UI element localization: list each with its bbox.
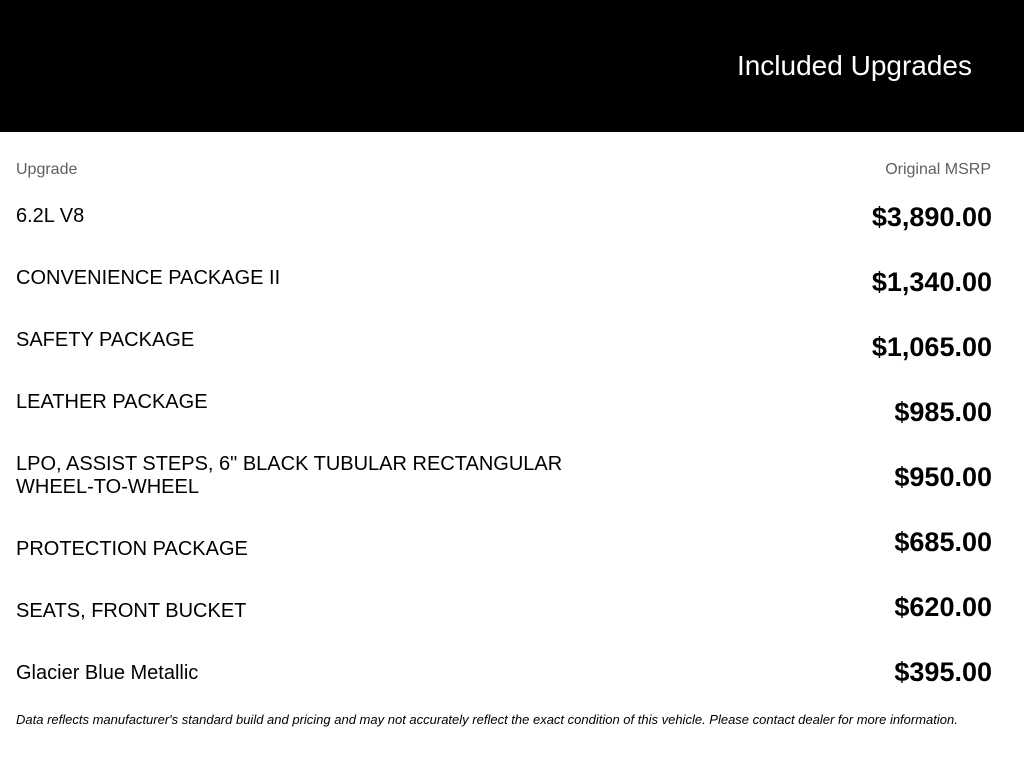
upgrade-price: $620.00 bbox=[894, 592, 992, 622]
upgrade-name: Glacier Blue Metallic bbox=[16, 662, 199, 684]
upgrade-price: $3,890.00 bbox=[871, 202, 992, 232]
header-bar bbox=[0, 0, 1024, 132]
disclaimer-text: Data reflects manufacturer's standard build and pricing and may not accurately reflect the exact condition of this vehicle. Please contact dealer for more information. bbox=[16, 712, 958, 727]
upgrade-price: $1,065.00 bbox=[871, 332, 992, 362]
page-title: Included Upgrades bbox=[736, 50, 972, 81]
upgrade-price: $395.00 bbox=[894, 657, 992, 687]
upgrade-price: $1,340.00 bbox=[871, 267, 992, 297]
upgrade-price: $985.00 bbox=[894, 397, 992, 427]
column-header-upgrade: Upgrade bbox=[16, 161, 78, 178]
upgrade-name: 6.2L V8 bbox=[16, 205, 85, 227]
column-header-msrp: Original MSRP bbox=[885, 161, 991, 178]
upgrade-name: CONVENIENCE PACKAGE II bbox=[16, 267, 281, 289]
upgrade-name: SAFETY PACKAGE bbox=[16, 329, 195, 351]
upgrade-price: $685.00 bbox=[894, 527, 992, 557]
upgrade-name: LEATHER PACKAGE bbox=[16, 391, 208, 413]
upgrade-name: LPO, ASSIST STEPS, 6" BLACK TUBULAR RECTANGULAR WHEEL-TO-WHEEL bbox=[16, 453, 563, 498]
upgrade-name: SEATS, FRONT BUCKET bbox=[16, 600, 247, 622]
upgrade-name: PROTECTION PACKAGE bbox=[16, 538, 248, 560]
upgrade-price: $950.00 bbox=[894, 462, 992, 492]
